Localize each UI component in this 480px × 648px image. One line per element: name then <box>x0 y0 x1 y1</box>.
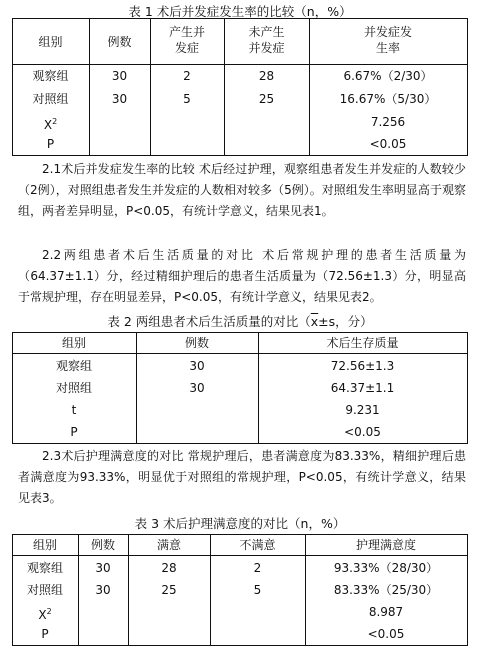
table3-header-satisfaction-rate: 护理满意度 <box>355 538 416 552</box>
table1-header-rate: 并发症发生率 <box>363 25 412 55</box>
table2-header-rule <box>12 353 468 354</box>
table1-stat-x2-value: 7.256 <box>370 115 406 129</box>
paragraph-2-2 <box>18 245 466 308</box>
table3-header-group: 组别 <box>32 538 57 552</box>
table1-cell-complication: 2 <box>183 69 191 83</box>
table3-cell-unsatisfied: 5 <box>253 583 262 597</box>
table1-stat-p-label: P <box>46 137 55 151</box>
table1-caption: 表 1 术后并发症发生率的比较（n，%） <box>128 4 352 19</box>
table3-header-count: 例数 <box>90 538 115 552</box>
table3-cell-satisfaction-rate: 93.33%（28/30） <box>333 561 439 575</box>
table1-header-rule <box>12 64 468 65</box>
table2 <box>12 332 468 444</box>
table1-cell-no-complication: 25 <box>258 92 275 106</box>
table3-cell-count: 30 <box>95 583 111 597</box>
table1-cell-rate: 16.67%（5/30） <box>339 92 437 106</box>
paragraph-text: 2.1术后并发症发生率的比较 术后经过护理，观察组患者发生并发症的人数较少（2例），对照组患者发生并发症的人数相对较多（5例）。对照组发生率明显高于观察组，两者差异明显，P<0.05，有统计学意义，结果见表1。 <box>18 162 466 218</box>
table3-header-unsatisfied: 不满意 <box>239 538 276 552</box>
paragraph-text: 2.3术后护理满意度的对比 常规护理后，患者满意度为83.33%，精细护理后患者满意度为93.33%，明显优于对照组的常规护理，P<0.05，有统计学意义，结果见表3。 <box>18 449 466 505</box>
table1-border-right <box>467 18 468 155</box>
table2-cell-group: 对照组 <box>55 381 92 395</box>
table3-caption: 表 3 术后护理满意度的对比（n，%） <box>134 516 346 531</box>
table3-stat-x2-value: 8.987 <box>368 605 404 619</box>
table1-bottom-rule <box>12 155 468 156</box>
table3-border-right <box>467 534 468 645</box>
table3-stat-p-label: P <box>41 627 49 641</box>
table1-cell-count: 30 <box>111 92 128 106</box>
table3-cell-group: 观察组 <box>26 561 63 575</box>
table3-top-rule <box>12 534 468 535</box>
table1-header-complication: 产生并发症 <box>168 25 205 55</box>
table2-cell-quality: 72.56±1.3 <box>330 359 395 373</box>
table2-stat-t-value: 9.231 <box>345 403 380 417</box>
table2-bottom-rule <box>12 443 468 444</box>
table2-cell-group: 观察组 <box>55 359 92 373</box>
table1-cell-complication: 5 <box>183 92 191 106</box>
table3-header-satisfied: 满意 <box>156 538 181 552</box>
table2-header-quality: 术后生存质量 <box>326 336 399 350</box>
table3-header-rule <box>12 555 468 556</box>
table1-cell-rate: 6.67%（2/30） <box>343 69 433 83</box>
table1-stat-p-value: <0.05 <box>369 137 407 151</box>
table1-cell-count: 30 <box>111 69 128 83</box>
table3-stat-p-value: <0.05 <box>367 627 405 641</box>
table2-header-count: 例数 <box>184 336 209 350</box>
table2-caption: 表 2 两组患者术后生活质量的对比（$\overline{x}\pm s$，分） <box>107 314 373 329</box>
table3-cell-group: 对照组 <box>26 583 63 597</box>
table3-cell-unsatisfied: 2 <box>253 561 262 575</box>
table2-header-group: 组别 <box>61 336 86 350</box>
paragraph-2-1 <box>18 159 466 222</box>
paragraph-2-3 <box>18 446 466 509</box>
table1-header-count: 例数 <box>107 35 132 49</box>
table2-top-rule <box>12 332 468 333</box>
table1-cell-group: 对照组 <box>32 92 69 106</box>
table3-stat-x2-label: $X^2$ <box>38 607 52 622</box>
table1-header-group: 组别 <box>38 35 63 49</box>
table1-header-no-complication: 未产生并发症 <box>248 25 285 55</box>
table2-border-right <box>467 332 468 443</box>
table2-cell-count: 30 <box>189 381 205 395</box>
table3-cell-satisfied: 28 <box>161 561 177 575</box>
table3-cell-count: 30 <box>95 561 111 575</box>
paragraph-text: 2.2两组患者术后生活质量的对比 术后常规护理的患者生活质量为（64.37±1.1）分，经过精细护理后的患者生活质量为（72.56±1.3）分，明显高于常规护理，存在明显差异，P<0.05，有统计学意义，结果见表2。 <box>18 248 466 304</box>
table2-stat-t-label: t <box>71 403 77 417</box>
table2-stat-p-label: P <box>70 425 78 439</box>
table1-cell-group: 观察组 <box>32 69 69 83</box>
table2-cell-count: 30 <box>189 359 205 373</box>
table2-cell-quality: 64.37±1.1 <box>330 381 395 395</box>
table3 <box>12 534 468 646</box>
table1-stat-x2-label: $X^2$ <box>43 117 58 132</box>
table1 <box>12 18 468 156</box>
table1-cell-no-complication: 28 <box>258 69 275 83</box>
table1-top-rule <box>12 18 468 19</box>
table3-cell-satisfied: 25 <box>161 583 177 597</box>
table2-stat-p-value: <0.05 <box>344 425 381 439</box>
table3-cell-satisfaction-rate: 83.33%（25/30） <box>333 583 439 597</box>
table3-bottom-rule <box>12 645 468 646</box>
